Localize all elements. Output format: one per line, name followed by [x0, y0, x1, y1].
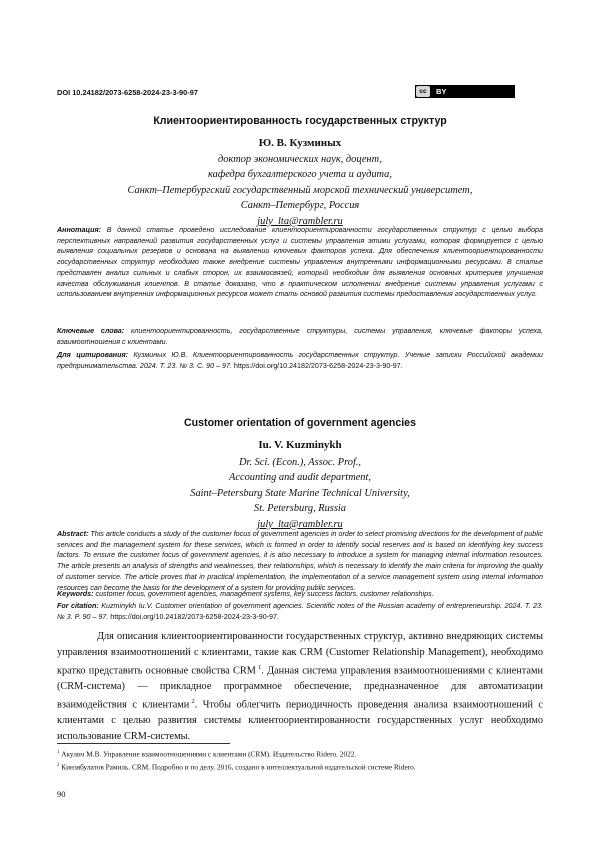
citation-en [57, 601, 543, 622]
abstract-text: This article conducts a study of the customer focus of government agencies in order to select promising directions for the development of public services and the management system for these services, which is formed in order to identify social reserves and is based on identifying key success factors. To ensure the customer focus of government agencies, it is also necessary to introduce a system for managing internal information resources. The article presents an analysis of strengths and weaknesses, their relationships, which is necessary to identify the main criteria for improving the quality of customer service. The article proves that in practical implementation, the implementation of a service management system using internal information resources can become the basis for the development of a system for providing public services. [57, 530, 543, 592]
keywords-text: customer focus, government agencies, management systems, key success factors, customer relationships. [95, 590, 434, 598]
affiliation-line: Saint–Petersburg State Marine Technical University, [190, 487, 410, 499]
citation-doi-link[interactable]: https://doi.org/10.24182/2073-6258-2024-23-3-90-97. [233, 361, 403, 370]
footnote-number: 2 [57, 763, 60, 768]
body-text: . Данная система управления взаимоотношениями с клиентами (CRM-система) — прикладное программное обеспечение, предназначенное для автоматизации взаимодействия с клиентами [57, 665, 543, 711]
citation-doi-link[interactable]: https://doi.org/10.24182/2073-6258-2024-23-3-90-97. [110, 612, 279, 621]
keywords-en [57, 589, 543, 600]
footnote [57, 747, 543, 760]
affiliation-ru [80, 152, 520, 229]
body-paragraph [57, 629, 543, 744]
citation-label: For citation: [57, 602, 99, 610]
affiliation-line: Санкт–Петербургский государственный морской технический университет, [127, 184, 473, 196]
footnote-text: Кинзябулатов Рамиль. CRM. Подробно и по делу. 2016, создано в интеллектуальной издательской системе Ridero. [61, 762, 416, 772]
footnote [57, 760, 543, 773]
page-number: 90 [57, 789, 66, 799]
article-title-ru: Клиентоориентированность государственных структур [153, 115, 447, 127]
footnote-ref[interactable]: 2 [191, 698, 195, 706]
affiliation-line: кафедра бухгалтерского учета и аудита, [208, 169, 392, 181]
author-en: Iu. V. Kuzminykh [258, 439, 342, 451]
abstract-label: Abstract: [57, 530, 89, 538]
doi-line: DOI 10.24182/2073-6258-2024-23-3-90-97 [57, 88, 198, 97]
cc-icon: cc [416, 86, 430, 97]
body-text: Для описания клиентоориентированности государственных структур, активно внедряющих системы управления взаимоотношений с клиентами, такие как CRM (Customer Relationship Management), необходимо кратко представить основные свойства CRM [57, 631, 543, 677]
affiliation-en [80, 455, 520, 532]
affiliation-line: St. Petersburg, Russia [254, 503, 346, 515]
affiliation-line: Accounting and audit department, [229, 472, 371, 484]
citation-label: Для цитирования: [57, 351, 129, 359]
footnote-divider [57, 743, 230, 744]
abstract-text: В данной статье проведено исследование клиентоориентированности государственных структур с целью выбора перспективных направлений развития государственных услуг и системы управления этими услугами, которая формируется с целью выявления социальных резервов и основана на выявлении ключевых факторов успеха. Для обеспечения клиентоориентированности государственных структур необходимо также внедрение системы управления внутренними информационными ресурсами. В статье представлен анализ сильных и слабых сторон, их взаимосвязей, который необходим для выявления основных критериев улучшения качества обслуживания клиентов. В статье доказано, что в практическом исполнении внедрение системы управления услугами с использованием внутренних информационных ресурсов может стать основой развития системы предоставления государственных услуг. [57, 226, 543, 299]
article-title-en: Customer orientation of government agencies [184, 417, 416, 429]
keywords-text: клиентоориентированность, государственные структуры, системы управления, ключевые факторы успеха, взаимоотношения с клиентами. [57, 327, 544, 346]
keywords-ru [57, 326, 543, 347]
abstract-label: Аннотация: [57, 226, 102, 234]
license-label: BY [436, 87, 447, 96]
citation-ru [57, 350, 543, 371]
keywords-label: Keywords: [57, 590, 94, 598]
footnote-number: 1 [57, 750, 60, 755]
email-link-en[interactable]: july_lta@rambler.ru [257, 518, 343, 530]
abstract-en [57, 529, 543, 593]
body-text: . Чтобы облегчить периодичность проведения анализа взаимоотношений с клиентами с целью развития системы клиентоориентированности государственных услуг необходимо использование CRM-системы. [57, 699, 543, 742]
affiliation-line: Dr. Sci. (Econ.), Assoc. Prof., [238, 457, 362, 468]
affiliation-line: Санкт–Петербург, Россия [240, 200, 360, 212]
author-ru: Ю. В. Кузминых [258, 137, 342, 149]
citation-text: Kuzminykh Iu.V. Customer orientation of government agencies. Scientific notes of the Russian academy of entrepreneurship. 2024. T. 23. № 3. P. 90 – 97. [57, 602, 544, 621]
abstract-ru [57, 225, 543, 300]
footnote-ref[interactable]: 1 [257, 664, 262, 671]
keywords-label: Ключевые слова: [57, 327, 125, 335]
affiliation-line: доктор экономических наук, доцент, [218, 154, 382, 165]
footnote-text: Акулич М.В. Управление взаимоотношениями с клиентами (CRM). Издательство Ridero. 2022. [61, 749, 357, 759]
citation-text: Кузминых Ю.В. Клиентоориентированность государственных структур. Ученые записки Российской академии предпринимательства. 2024. Т. 23. № 3. С. 90 – 97. [57, 351, 543, 370]
email-link-ru[interactable]: july_lta@rambler.ru [257, 215, 343, 227]
cc-by-license-badge [415, 85, 515, 98]
